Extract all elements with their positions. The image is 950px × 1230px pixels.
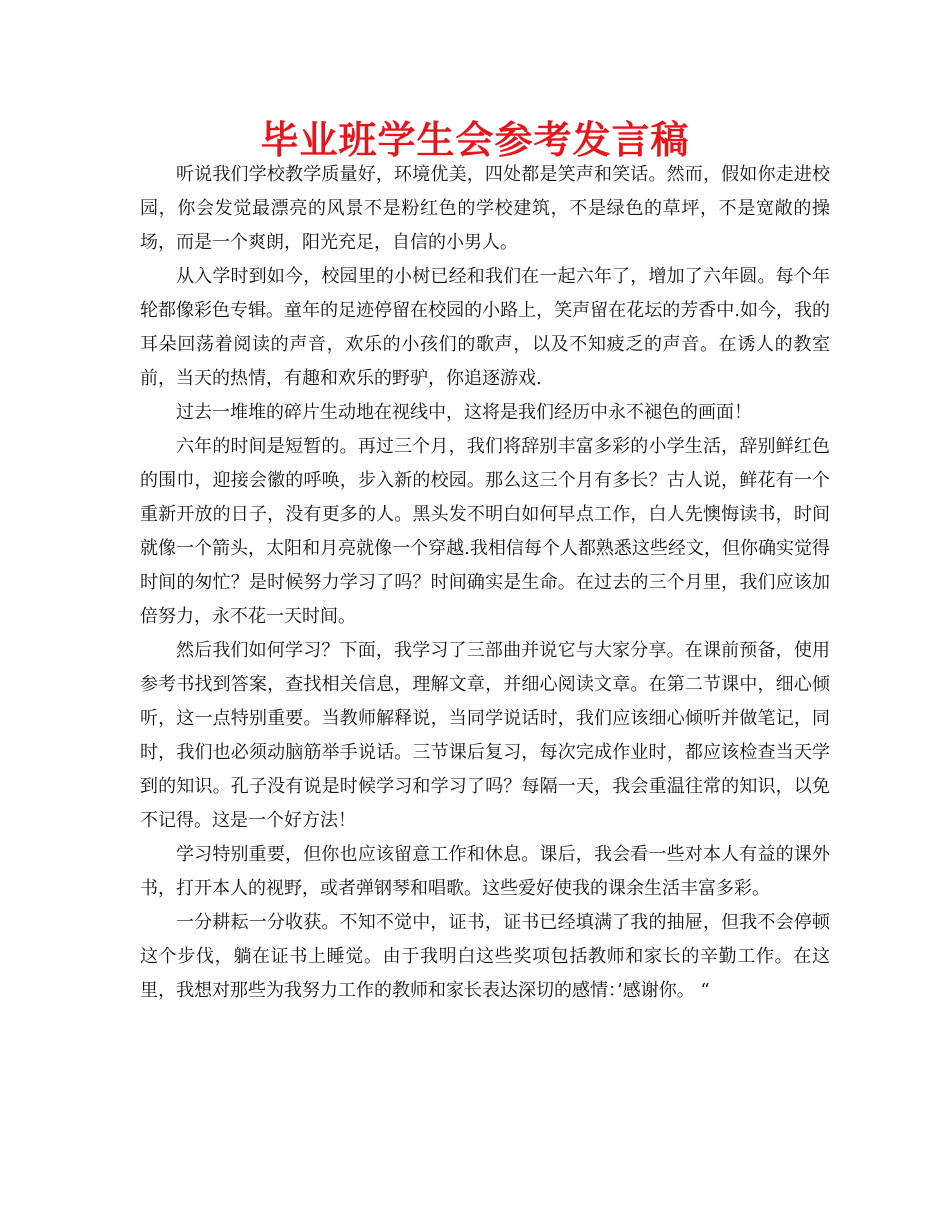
paragraph-7: 一分耕耘一分收获。不知不觉中，证书，证书已经填满了我的抽屉，但我不会停顿这个步伐，躺在证书上睡觉。由于我明白这些奖项包括教师和家长的辛勤工作。在这里，我想对那些为我努力工作的教师和家长表达深切的感情：’感谢你。 “ (140, 912, 830, 1001)
document-body (140, 158, 830, 1008)
paragraph-4: 六年的时间是短暂的。再过三个月，我们将辞别丰富多彩的小学生活，辞别鲜红色的围巾，迎接会徽的呼唤，步入新的校园。那么这三个月有多长？古人说，鲜花有一个重新开放的日子，没有更多的人。黑头发不明白如何早点工作，白人先懊悔读书，时间就像一个箭头，太阳和月亮就像一个穿越.我相信每个人都熟悉这些经文，但你确实觉得时间的匆忙？是时候努力学习了吗？时间确实是生命。在过去的三个月里，我们应该加倍努力，永不花一天时间。 (140, 436, 830, 627)
document-title: 毕业班学生会参考发言稿 (260, 118, 690, 162)
paragraph-3: 过去一堆堆的碎片生动地在视线中，这将是我们经历中永不褪色的画面！ (176, 402, 752, 423)
paragraph-1: 听说我们学校教学质量好，环境优美，四处都是笑声和笑话。然而，假如你走进校园，你会发觉最漂亮的风景不是粉红色的学校建筑，不是绿色的草坪，不是宽敞的操场，而是一个爽朗，阳光充足，自信的小男人。 (140, 164, 830, 253)
paragraph-2: 从入学时到如今，校园里的小树已经和我们在一起六年了，增加了六年圆。每个年轮都像彩色专辑。童年的足迹停留在校园的小路上，笑声留在花坛的芳香中.如今，我的耳朵回荡着阅读的声音，欢乐的小孩们的歌声，以及不知疲乏的声音。在诱人的教室前，当天的热情，有趣和欢乐的野驴，你追逐游戏. (140, 266, 830, 389)
paragraph-5: 然后我们如何学习？下面，我学习了三部曲并说它与大家分享。在课前预备，使用参考书找到答案，查找相关信息，理解文章，并细心阅读文章。在第二节课中，细心倾听，这一点特别重要。当教师解释说，当同学说话时，我们应该细心倾听并做笔记，同时，我们也必须动脑筋举手说话。三节课后复习，每次完成作业时，都应该检查当天学到的知识。孔子没有说是时候学习和学习了吗？每隔一天，我会重温往常的知识，以免不记得。这是一个好方法！ (140, 640, 830, 831)
paragraph-6: 学习特别重要，但你也应该留意工作和休息。课后，我会看一些对本人有益的课外书，打开本人的视野，或者弹钢琴和唱歌。这些爱好使我的课余生活丰富多彩。 (140, 844, 830, 899)
